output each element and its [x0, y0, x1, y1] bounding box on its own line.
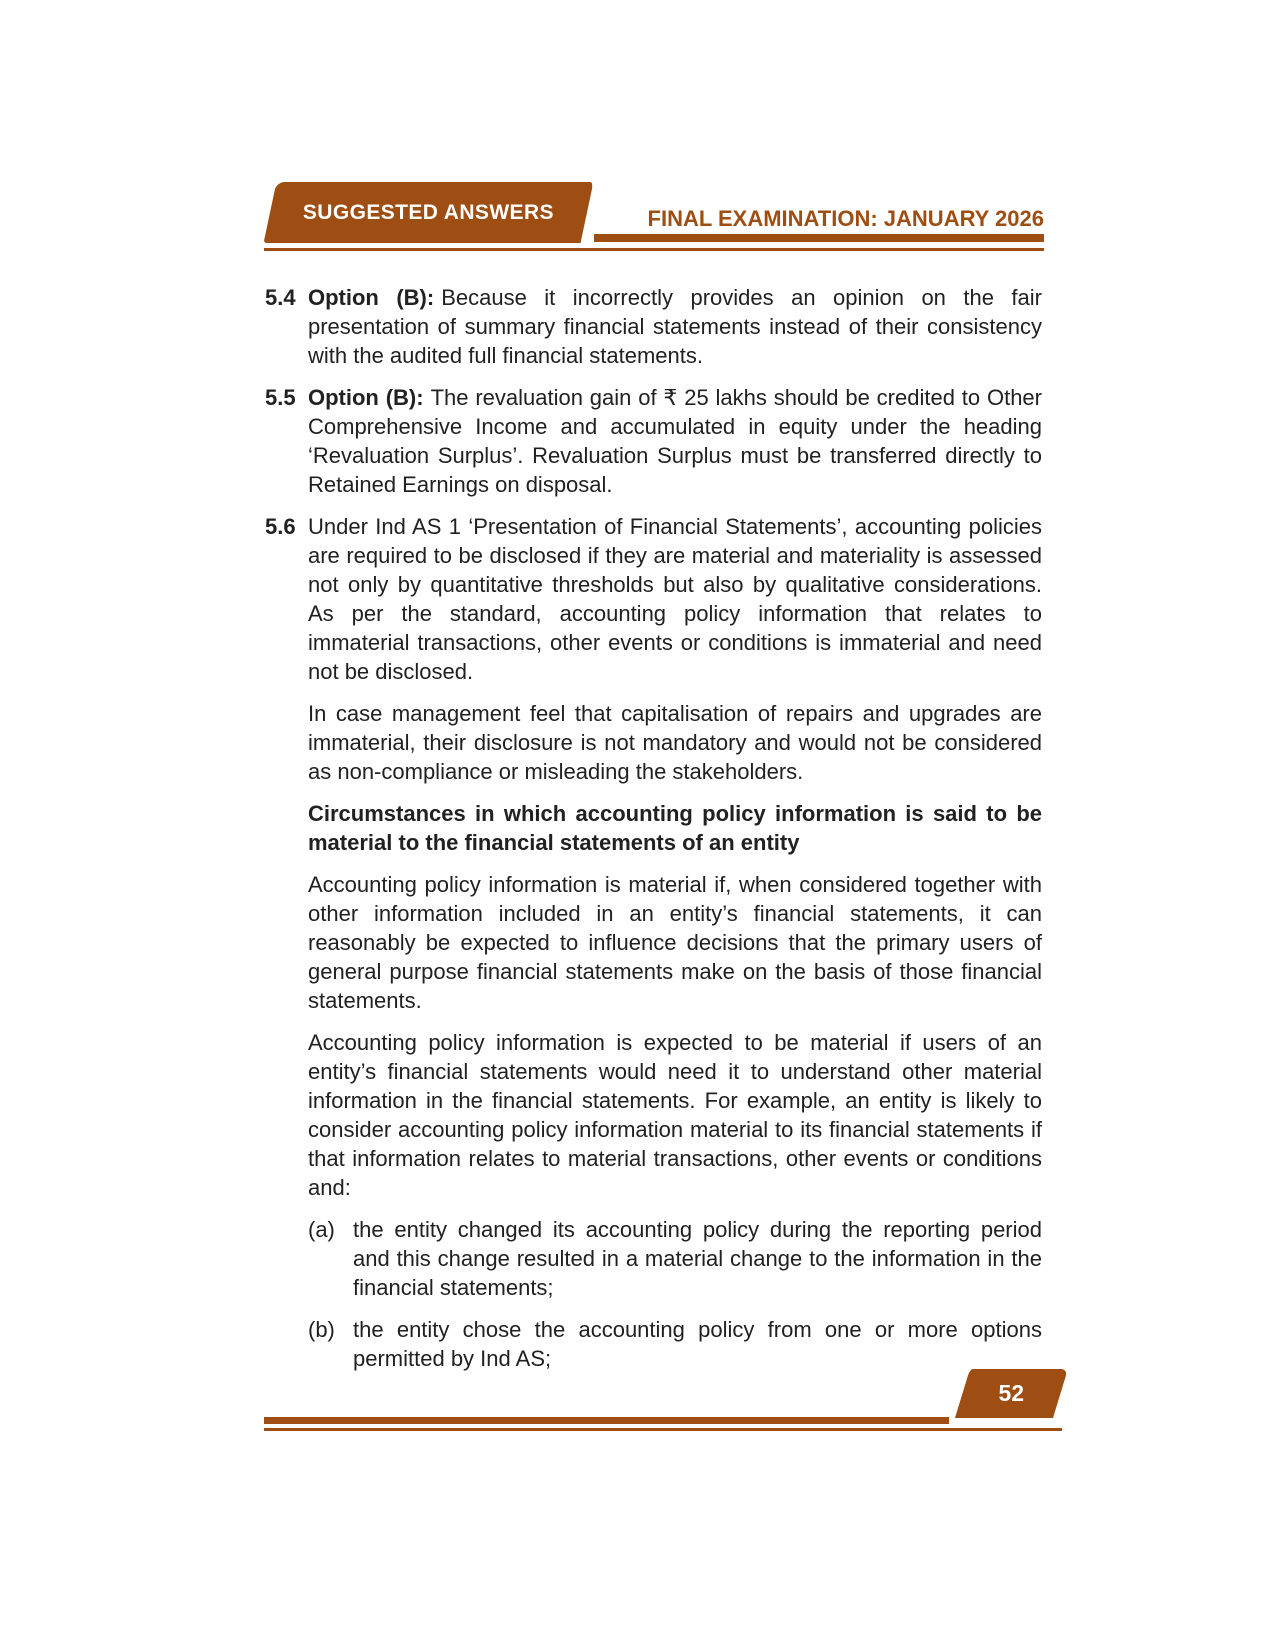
list-item-a [308, 1215, 1042, 1302]
answer-item-5-5 [264, 383, 1042, 499]
list-marker: (a) [308, 1217, 335, 1242]
answer-text: Under Ind AS 1 ‘Presentation of Financial Statements’, accounting policies are required to be disclosed if they are material and materiality is assessed not only by quantitative thresholds but also by qualitative considerations. As per the standard, accounting policy information that relates to immaterial transactions, other events or conditions is immaterial and need not be disclosed. [308, 514, 1042, 684]
page-header [264, 182, 1044, 254]
footer-thin-rule [264, 1428, 1062, 1431]
answer-option-label: Option (B): [308, 385, 424, 410]
list-item-text: the entity chose the accounting policy from one or more options permitted by Ind AS; [353, 1317, 1042, 1371]
header-thin-rule [264, 248, 1044, 251]
answer-number: 5.4 [265, 285, 296, 310]
answer-item-5-4 [264, 283, 1042, 370]
paragraph-management-immaterial: In case management feel that capitalisation of repairs and upgrades are immaterial, their disclosure is not mandatory and would not be considered as non-compliance or misleading the stakeholders. [308, 701, 1042, 784]
answers-body [264, 283, 1042, 1386]
paragraph-material-definition: Accounting policy information is material if, when considered together with other information included in an entity’s financial statements, it can reasonably be expected to influence decisions that the primary users of general purpose financial statements make on the basis of those financial statements. [308, 872, 1042, 1013]
exam-title: FINAL EXAMINATION: JANUARY 2026 [647, 206, 1044, 231]
page-number-badge [950, 1369, 1068, 1421]
answer-item-5-6 [264, 512, 1042, 686]
list-marker: (b) [308, 1317, 335, 1342]
answer-number: 5.6 [265, 514, 296, 539]
answer-option-label: Option (B): [308, 285, 435, 310]
list-item-text: the entity changed its accounting policy during the reporting period and this change resulted in a material change to the information in the financial statements; [353, 1217, 1042, 1300]
banner-label: SUGGESTED ANSWERS [302, 200, 555, 224]
page-footer [264, 1369, 1044, 1435]
answer-number: 5.5 [265, 385, 296, 410]
answer-text: The revaluation gain of ₹ 25 lakhs should be credited to Other Comprehensive Income and accumulated in equity under the heading ‘Revaluation Surplus’. Revaluation Surplus must be transferred directly to Retained Earnings on disposal. [308, 385, 1042, 497]
section-heading-circumstances: Circumstances in which accounting policy information is said to be material to the financial statements of an entity [308, 801, 1042, 855]
answer-text: Because it incorrectly provides an opinion on the fair presentation of summary financial statements instead of their consistency with the audited full financial statements. [308, 285, 1042, 368]
suggested-answers-banner [264, 182, 599, 243]
paragraph-expected-material: Accounting policy information is expected to be material if users of an entity’s financial statements would need it to understand other material information in the financial statements. For example, an entity is likely to consider accounting policy information material to its financial statements if that information relates to material transactions, other events or conditions and: [308, 1030, 1042, 1200]
list-item-b [308, 1315, 1042, 1373]
content-column [264, 0, 1044, 1650]
footer-thick-rule [264, 1417, 949, 1424]
page-number: 52 [998, 1380, 1025, 1406]
header-thick-rule [594, 234, 1044, 242]
